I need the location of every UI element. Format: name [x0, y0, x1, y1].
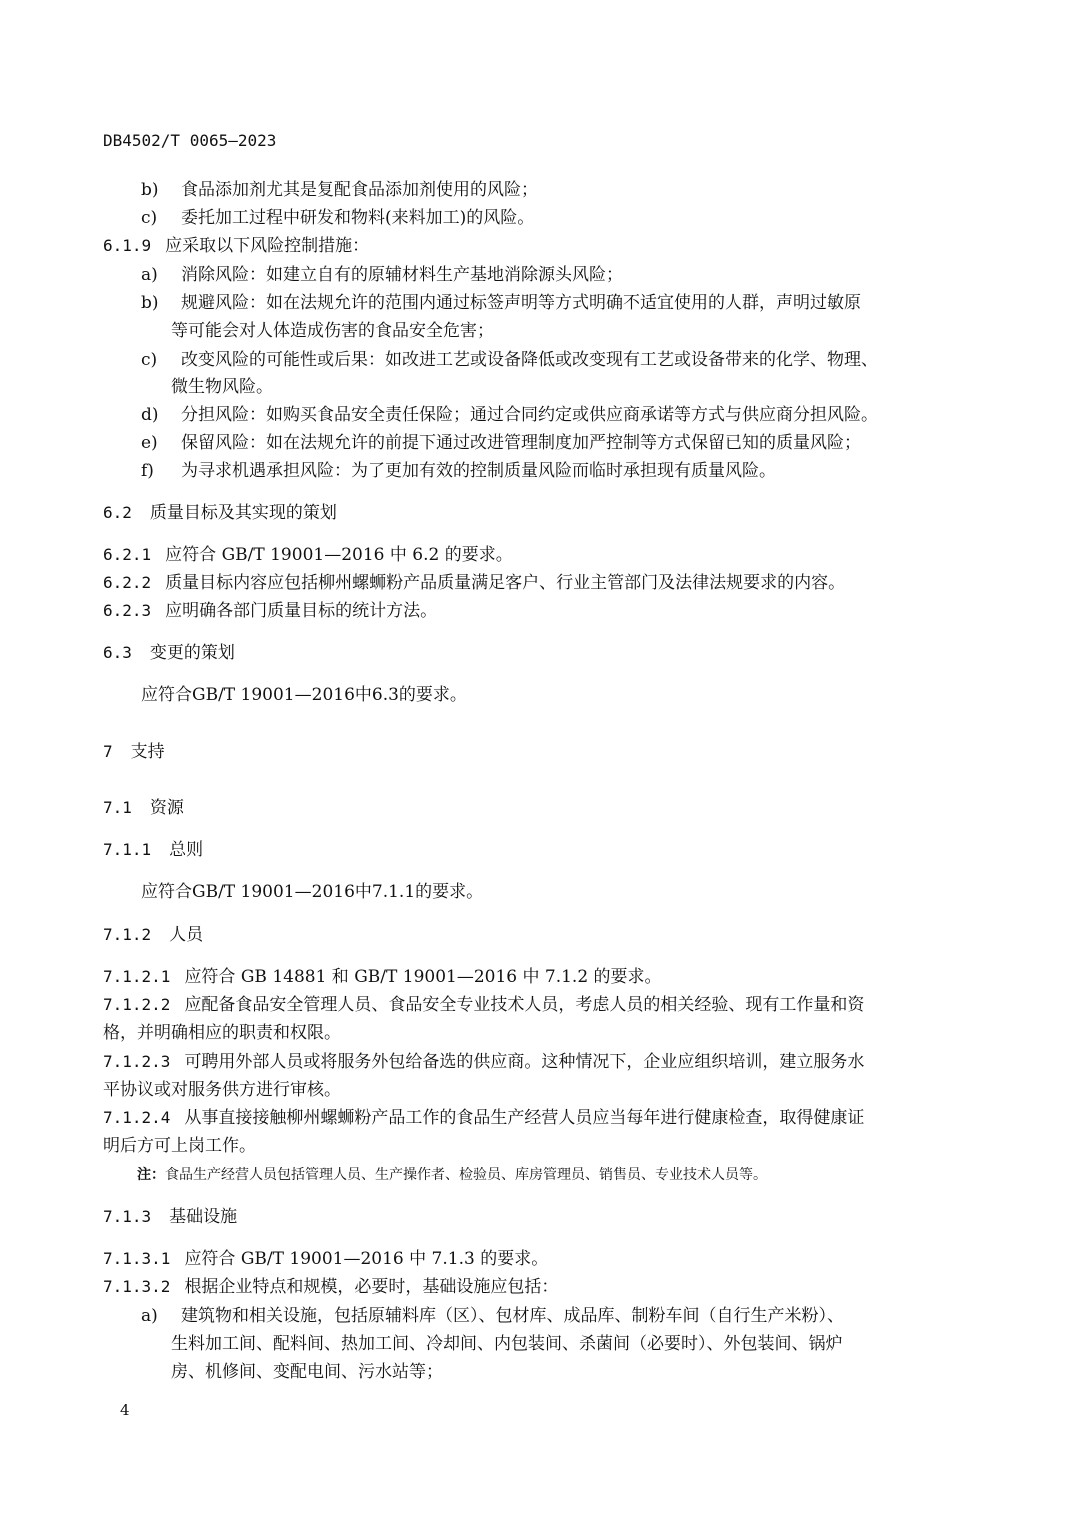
- clause-text: 质量目标内容应包括柳州螺蛳粉产品质量满足客户、行业主管部门及法律法规要求的内容。: [165, 573, 846, 593]
- list-item-text-cont: 房、机修间、变配电间、污水站等；: [171, 1362, 443, 1382]
- section-number: 7.1: [103, 798, 132, 817]
- clause-number: 7.1.2.2: [103, 995, 171, 1014]
- clause-number: 7.1.2.1: [103, 967, 171, 986]
- clause-6-1-9: [103, 236, 369, 256]
- chapter-heading-7: [103, 742, 165, 762]
- section-heading-6-2: [103, 503, 337, 523]
- clause-text: 应配备食品安全管理人员、食品安全专业技术人员，考虑人员的相关经验、现有工作量和资: [184, 995, 865, 1015]
- list-item-text: 分担风险：如购买食品安全责任保险；通过合同约定或供应商承诺等方式与供应商分担风险。: [181, 405, 878, 425]
- clause-number: 6.2.2: [103, 573, 152, 592]
- document-code: DB4502/T 0065—2023: [103, 131, 277, 150]
- list-label: b): [141, 293, 159, 313]
- clause-number: 6.2.3: [103, 601, 152, 620]
- section-heading-7-1-1: [103, 840, 203, 860]
- paragraph: 应符合GB/T 19001—2016中7.1.1的要求。: [141, 882, 484, 902]
- list-item-text: 建筑物和相关设施，包括原辅料库（区）、包材库、成品库、制粉车间（自行生产米粉）、: [181, 1306, 844, 1326]
- list-label: e): [141, 433, 158, 453]
- page-number: 4: [120, 1401, 130, 1419]
- note: [137, 1165, 767, 1185]
- clause-number: 6.1.9: [103, 236, 152, 255]
- clause-text: 可聘用外部人员或将服务外包给备选的供应商。这种情况下，企业应组织培训，建立服务水: [184, 1052, 865, 1072]
- section-heading-7-1-3: [103, 1207, 237, 1227]
- list-label: a): [141, 265, 158, 285]
- list-label: f): [141, 461, 154, 481]
- section-number: 6.3: [103, 643, 132, 662]
- list-label: a): [141, 1306, 158, 1326]
- list-label: c): [141, 350, 158, 370]
- list-item-text: 为寻求机遇承担风险：为了更加有效的控制质量风险而临时承担现有质量风险。: [181, 461, 776, 481]
- clause-text: 应符合 GB/T 19001—2016 中 7.1.3 的要求。: [184, 1249, 549, 1269]
- clause-text: 应明确各部门质量目标的统计方法。: [165, 601, 438, 621]
- note-label: 注：: [137, 1167, 165, 1183]
- list-item-text-cont: 等可能会对人体造成伤害的食品安全危害；: [171, 321, 494, 341]
- list-label: c): [141, 208, 158, 228]
- section-number: 7.1.1: [103, 840, 152, 859]
- section-heading-6-3: [103, 643, 235, 663]
- clause-number: 7.1.3.2: [103, 1277, 171, 1296]
- list-item-text: 保留风险：如在法规允许的前提下通过改进管理制度加严控制等方式保留已知的质量风险；: [181, 433, 861, 453]
- clause-number: 7.1.2.3: [103, 1052, 171, 1071]
- list-item-text: 委托加工过程中研发和物料(来料加工)的风险。: [181, 208, 535, 228]
- clause-text: 应符合 GB 14881 和 GB/T 19001—2016 中 7.1.2 的要求。: [184, 967, 662, 987]
- section-title: 人员: [169, 925, 204, 945]
- clause-text: 从事直接接触柳州螺蛳粉产品工作的食品生产经营人员应当每年进行健康检查，取得健康证: [184, 1108, 865, 1128]
- section-title: 总则: [169, 840, 204, 860]
- clause-6-2-2: [103, 573, 845, 593]
- clause-6-2-1: [103, 545, 513, 565]
- clause-text-cont: 明后方可上岗工作。: [103, 1136, 256, 1156]
- clause-text: 应符合 GB/T 19001—2016 中 6.2 的要求。: [165, 545, 513, 565]
- section-title: 基础设施: [169, 1207, 238, 1227]
- section-heading-7-1-2: [103, 925, 203, 945]
- list-label: b): [141, 180, 159, 200]
- section-number: 7.1.3: [103, 1207, 152, 1226]
- clause-number: 6.2.1: [103, 545, 152, 564]
- clause-text: 应采取以下风险控制措施：: [165, 236, 370, 256]
- list-item-text: 规避风险：如在法规允许的范围内通过标签声明等方式明确不适宜使用的人群，声明过敏原: [181, 293, 861, 313]
- list-item-text-cont: 生料加工间、配料间、热加工间、冷却间、内包装间、杀菌间（必要时）、外包装间、锅炉: [171, 1334, 843, 1354]
- clause-number: 7.1.3.1: [103, 1249, 171, 1268]
- section-title: 质量目标及其实现的策划: [149, 503, 337, 523]
- clause-text-cont: 平协议或对服务供方进行审核。: [103, 1080, 341, 1100]
- clause-7-1-2-2: [103, 995, 864, 1015]
- list-label: d): [141, 405, 159, 425]
- section-title: 变更的策划: [149, 643, 235, 663]
- list-item-text-cont: 微生物风险。: [171, 377, 273, 397]
- list-item-text: 消除风险：如建立自有的原辅材料生产基地消除源头风险；: [181, 265, 623, 285]
- clause-6-2-3: [103, 601, 437, 621]
- clause-7-1-3-1: [103, 1249, 548, 1269]
- clause-7-1-2-4: [103, 1108, 864, 1128]
- paragraph: 应符合GB/T 19001—2016中6.3的要求。: [141, 685, 467, 705]
- note-text: 食品生产经营人员包括管理人员、生产操作者、检验员、库房管理员、销售员、专业技术人员等。: [165, 1167, 767, 1183]
- chapter-number: 7: [103, 742, 113, 761]
- clause-7-1-2-3: [103, 1052, 864, 1072]
- clause-7-1-2-1: [103, 967, 662, 987]
- list-item-text: 改变风险的可能性或后果：如改进工艺或设备降低或改变现有工艺或设备带来的化学、物理、: [181, 350, 878, 370]
- section-number: 7.1.2: [103, 925, 152, 944]
- clause-text-cont: 格，并明确相应的职责和权限。: [103, 1023, 341, 1043]
- clause-7-1-3-2: [103, 1277, 558, 1297]
- list-item-text: 食品添加剂尤其是复配食品添加剂使用的风险；: [181, 180, 538, 200]
- chapter-title: 支持: [130, 742, 165, 762]
- section-heading-7-1: [103, 798, 184, 818]
- clause-text: 根据企业特点和规模，必要时，基础设施应包括：: [184, 1277, 559, 1297]
- section-number: 6.2: [103, 503, 132, 522]
- section-title: 资源: [149, 798, 184, 818]
- clause-number: 7.1.2.4: [103, 1108, 171, 1127]
